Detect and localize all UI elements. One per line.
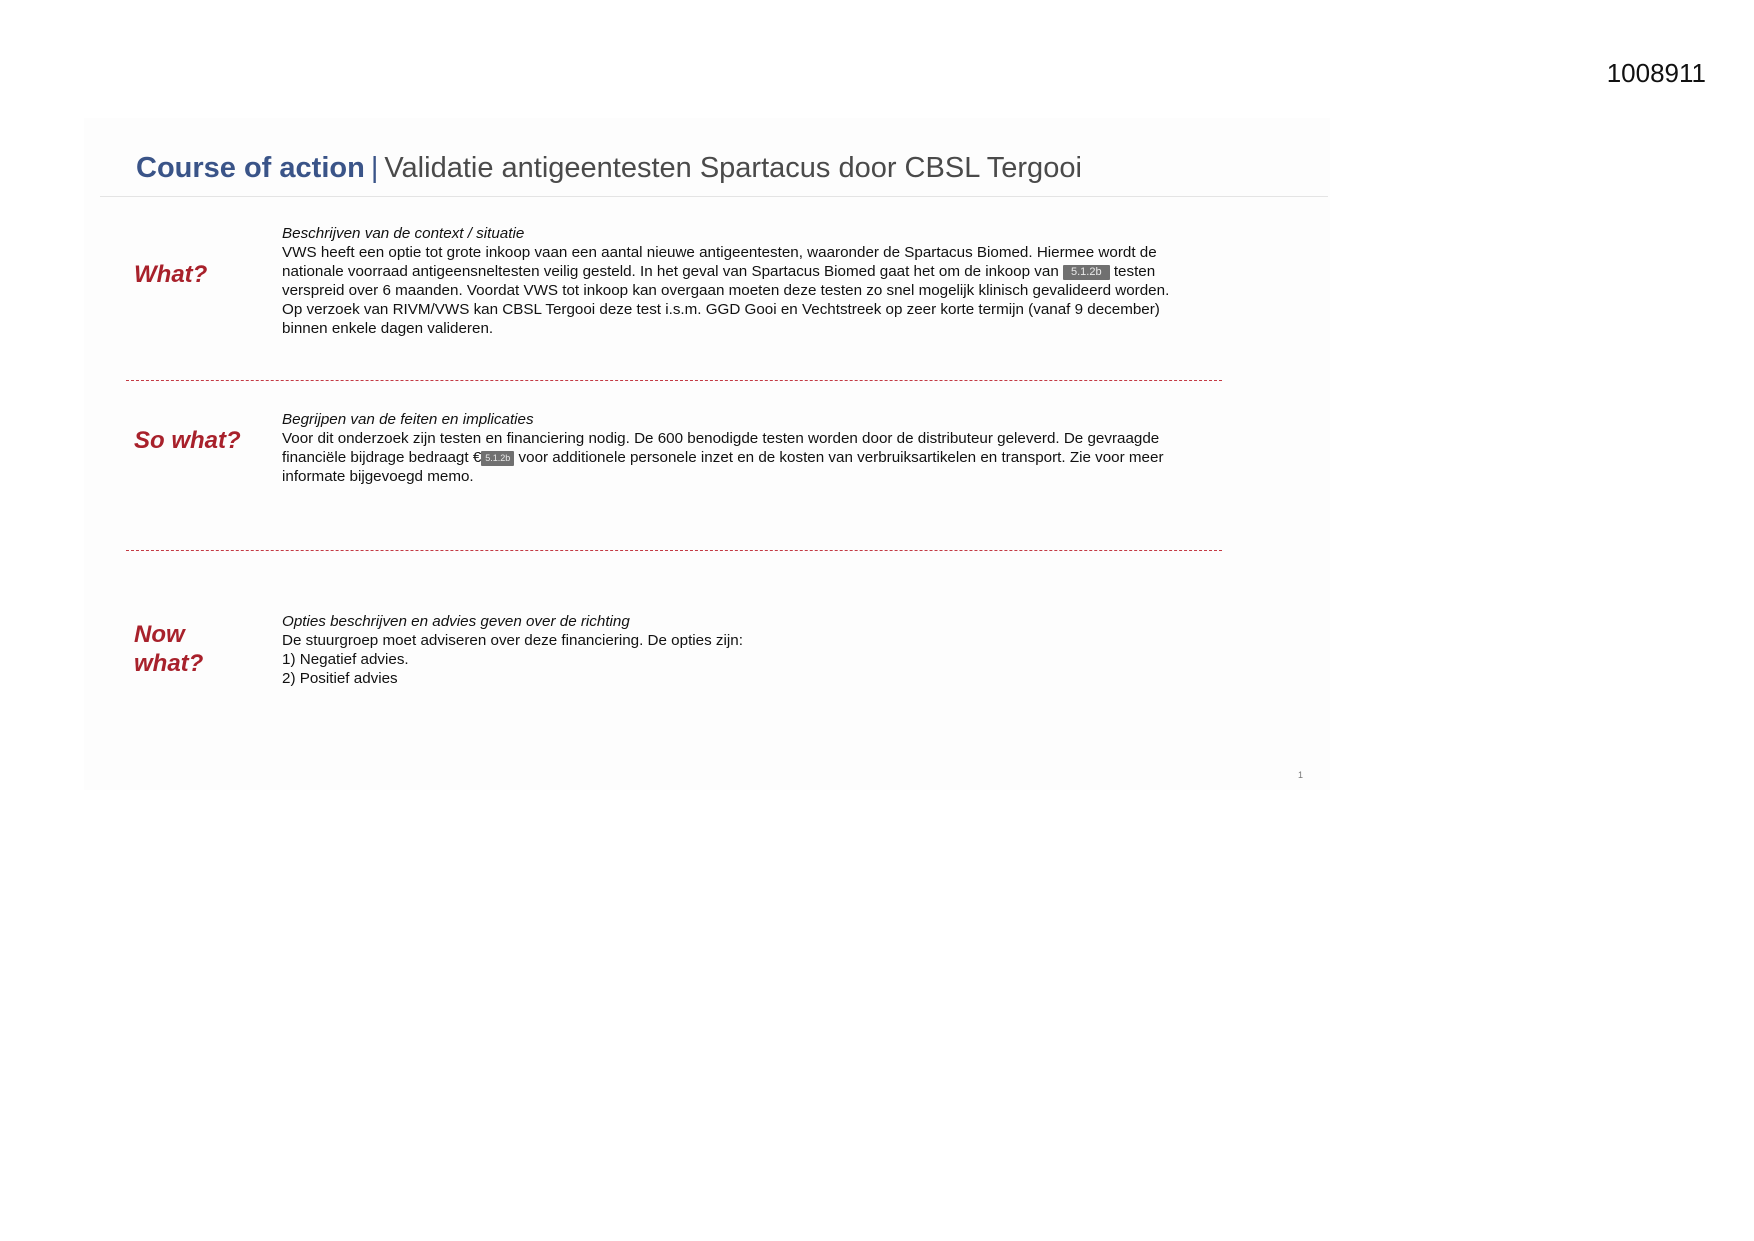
- section-divider-1: [126, 380, 1222, 381]
- so-what-label: So what?: [134, 427, 241, 454]
- now-what-label: [134, 620, 203, 678]
- what-line-3: verspreid over 6 maanden. Voordat VWS tot inkoop kan overgaan moeten deze testen zo snel mogelijk klinisch gevalideerd worden.: [282, 282, 1170, 299]
- now-what-heading: Opties beschrijven en advies geven over de richting: [282, 613, 630, 630]
- what-line-2-before: nationale voorraad antigeensneltesten veilig gesteld. In het geval van Spartacus Biomed gaat het om de inkoop van: [282, 263, 1063, 280]
- what-line-5: binnen enkele dagen valideren.: [282, 320, 494, 337]
- so-what-line-2-after: voor additionele personele inzet en de kosten van verbruiksartikelen en transport. Zie voor meer: [514, 449, 1164, 466]
- now-what-line-1: De stuurgroep moet adviseren over deze financiering. De opties zijn:: [282, 632, 743, 649]
- what-line-2-after: testen: [1109, 263, 1156, 280]
- title-rest: Validatie antigeentesten Spartacus door CBSL Tergooi: [384, 152, 1082, 184]
- what-label: What?: [134, 261, 208, 288]
- what-line-4: Op verzoek van RIVM/VWS kan CBSL Tergooi deze test i.s.m. GGD Gooi en Vechtstreek op zeer korte termijn (vanaf 9 december): [282, 301, 1160, 318]
- redaction-box: 5.1.2b: [481, 451, 514, 466]
- title-rule: [100, 196, 1328, 197]
- document-id: 1008911: [1606, 58, 1706, 88]
- so-what-body: [282, 410, 1212, 486]
- page-number: 1: [1298, 770, 1304, 780]
- slide: [84, 118, 1330, 790]
- what-line-2: [282, 262, 1212, 281]
- section-divider-2: [126, 550, 1222, 551]
- page-title: [136, 152, 1082, 185]
- title-separator: |: [370, 152, 379, 184]
- redaction-box: 5.1.2b: [1063, 265, 1110, 280]
- now-what-label-line-2: what?: [134, 650, 204, 677]
- title-strong: Course of action: [136, 152, 365, 184]
- what-heading: Beschrijven van de context / situatie: [282, 225, 525, 242]
- what-body: [282, 224, 1212, 338]
- so-what-line-1: Voor dit onderzoek zijn testen en financiering nodig. De 600 benodigde testen worden door de distributeur geleverd. De gevraagde: [282, 430, 1160, 447]
- so-what-line-2-before: financiële bijdrage bedraagt €: [282, 449, 482, 466]
- so-what-heading: Begrijpen van de feiten en implicaties: [282, 411, 534, 428]
- option-1: 1) Negatief advies.: [282, 651, 409, 668]
- now-what-label-line-1: Now: [134, 621, 185, 648]
- option-2: 2) Positief advies: [282, 670, 398, 687]
- so-what-line-3: informate bijgevoegd memo.: [282, 468, 474, 485]
- so-what-line-2: [282, 448, 1212, 467]
- now-what-body: [282, 612, 1212, 688]
- what-line-1: VWS heeft een optie tot grote inkoop vaan een aantal nieuwe antigeentesten, waaronder de Spartacus Biomed. Hiermee wordt de: [282, 244, 1157, 261]
